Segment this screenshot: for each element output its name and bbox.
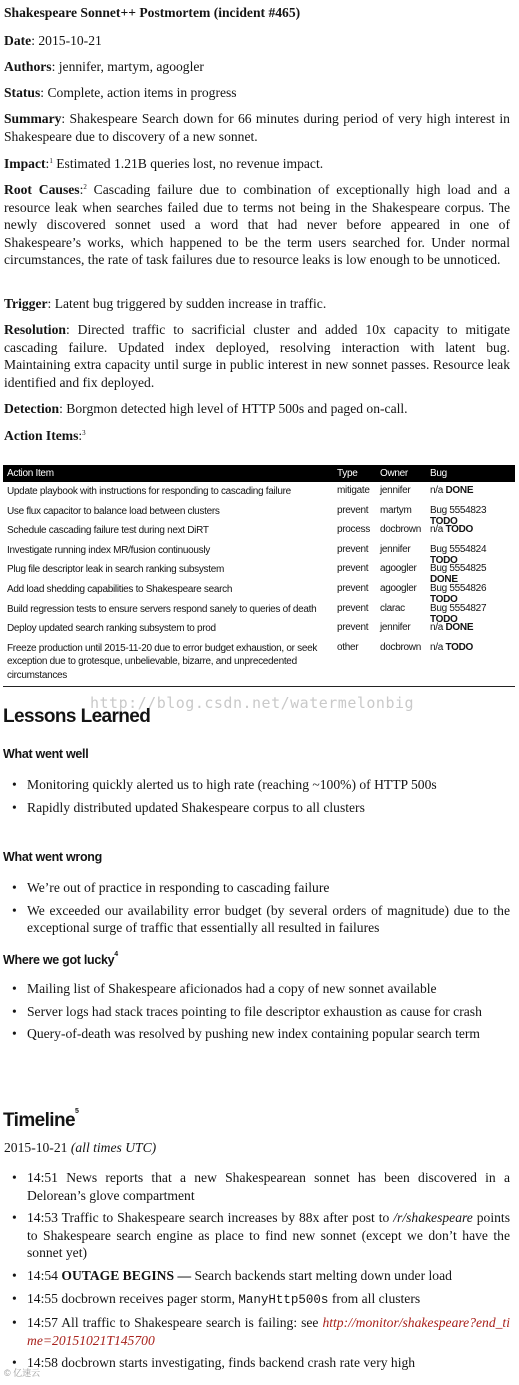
owner-cell: agoogler [380, 563, 417, 575]
footnote-marker: 4 [114, 951, 118, 958]
action-item-cell: Investigate running index MR/fusion continuously [7, 544, 210, 556]
table-row [3, 639, 515, 686]
footer-logo [4, 1366, 40, 1379]
owner-cell: agoogler [380, 582, 417, 594]
list-item: • Rapidly distributed updated Shakespeare corpus to all clusters [0, 799, 510, 817]
entry-text: points to Shakespeare search engine as place to find new sonnet (except we don’t have the sonnet yet) [27, 1210, 510, 1261]
summary-paragraph: Summary: Shakespeare Search down for 66 minutes during period of very high interest in Shakespeare due to discovery of a new sonnet. [4, 111, 510, 144]
authors-value: jennifer, martym, agoogler [58, 59, 204, 74]
entry-time: 14:53 [27, 1210, 58, 1226]
owner-cell: jennifer [380, 622, 411, 634]
blog-watermark: http://blog.csdn.net/watermelonbig [90, 694, 415, 712]
entry-time: 14:55 [27, 1290, 58, 1306]
bug-id: n/a [430, 641, 444, 653]
bug-cell [430, 485, 473, 496]
status-badge: DONE [430, 574, 458, 586]
owner-cell: docbrown [380, 524, 421, 536]
type-cell: process [337, 524, 370, 536]
action-items-table [3, 465, 515, 687]
entry-time: 14:57 [27, 1315, 58, 1331]
date-value: 2015-10-21 [38, 33, 102, 48]
bug-id: Bug 5554826 [430, 582, 487, 594]
root-causes-label: Root Causes [4, 182, 80, 197]
footnote-marker: 2 [83, 183, 87, 191]
bug-id: Bug 5554824 [430, 543, 487, 555]
authors-label: Authors [4, 59, 52, 74]
table-row [3, 502, 515, 527]
table-row [3, 560, 515, 586]
action-item-cell: Add load shedding capabilities to Shakespeare search [7, 583, 233, 595]
status-value: Complete, action items in progress [47, 85, 237, 100]
entry-text: All traffic to Shakespeare search is failing: see [61, 1315, 323, 1331]
footnote-marker: 1 [49, 157, 53, 165]
type-cell: prevent [337, 622, 369, 634]
timeline-entry [0, 1169, 510, 1204]
entry-text: News reports that a new Shakespearean sonnet has been discovered in a Delorean’s glove compartment [27, 1170, 510, 1203]
table-row [3, 619, 515, 639]
date-line: Date: 2015-10-21 [4, 33, 102, 48]
impact-label: Impact [4, 156, 46, 171]
trigger-text: Latent bug triggered by sudden increase in traffic. [54, 296, 327, 311]
column-header-action-item: Action Item [7, 468, 54, 479]
action-item-cell: Plug file descriptor leak in search ranking subsystem [7, 564, 224, 576]
table-row [3, 521, 515, 541]
action-item-cell: Deploy updated search ranking subsystem to prod [7, 623, 216, 635]
table-header [3, 465, 515, 482]
type-cell: prevent [337, 582, 369, 594]
timeline-entry [0, 1267, 510, 1285]
column-header-bug: Bug [430, 468, 447, 479]
column-header-owner: Owner [380, 468, 408, 479]
alert-name-code: ManyHttp500s [238, 1292, 329, 1307]
resolution-paragraph: Resolution: Directed traffic to sacrificial cluster and added 10x capacity to mitigate cascading failure. Updated index deployed, resolving interaction with latent bug. Maintaining extra capacity until surge in public interest in new sonnet passes. Resource leak identified and fix deployed. [4, 322, 510, 390]
bug-id: Bug 5554823 [430, 504, 487, 516]
list-item: • Monitoring quickly alerted us to high rate (reaching ~100%) of HTTP 500s [0, 776, 510, 794]
summary-text: Shakespeare Search down for 66 minutes during period of very high interest in Shakespeare due to discovery of a new sonnet. [4, 111, 510, 144]
timeline-date-value: 2015-10-21 [4, 1140, 68, 1155]
type-cell: prevent [337, 543, 369, 555]
status-label: Status [4, 85, 41, 100]
status-badge: TODO [430, 593, 458, 605]
table-row [3, 541, 515, 566]
owner-cell: martym [380, 504, 412, 516]
list-item: • Query-of-death was resolved by pushing new index containing popular search term [0, 1025, 510, 1043]
status-badge: TODO [430, 515, 458, 527]
impact-paragraph: Impact:$^1$ Estimated 1.21B queries lost, no revenue impact. [4, 156, 324, 171]
timeline-entry [0, 1209, 510, 1262]
resolution-text: Directed traffic to sacrificial cluster and added 10x capacity to mitigate cascading failure. Updated index deployed, resolving interaction with latent bug. Maintaining extra capacity until surge in public interest in new sonnet passes. Resource leak identified and fix deployed. [4, 322, 510, 390]
root-causes-text: Cascading failure due to combination of exceptionally high load and a resource leak when searches failed due to terms not being in the Shakespeare corpus. The newly discovered sonnet used a word that had never before appeared in one of Shakespeare’s works, which happened to be the term users searched for. Under normal circumstances, the rate of task failures due to resource leaks is low enough to be unnoticed. [4, 182, 510, 268]
bug-id: Bug 5554825 [430, 563, 487, 575]
entry-time: 14:51 [27, 1170, 58, 1185]
entry-time: 14:58 [27, 1355, 58, 1371]
timeline-date-note: (all times UTC) [70, 1140, 157, 1155]
bug-cell [430, 622, 473, 633]
action-item-cell: Schedule cascading failure test during next DiRT [7, 525, 209, 537]
owner-cell: jennifer [380, 485, 411, 496]
entry-text: docbrown receives pager storm, [61, 1290, 239, 1306]
type-cell: prevent [337, 602, 369, 614]
status-badge: TODO [445, 524, 474, 536]
detection-label: Detection [4, 401, 60, 416]
subreddit-reference: /r/shakespeare [393, 1210, 473, 1226]
type-cell: mitigate [337, 485, 370, 496]
timeline-date [4, 1139, 510, 1157]
trigger-label: Trigger [4, 296, 48, 311]
entry-text: docbrown starts investigating, finds backend crash rate very high [61, 1355, 416, 1371]
list-item: • Server logs had stack traces pointing to file descriptor exhaustion as cause for crash [0, 1003, 510, 1021]
got-lucky-list [0, 980, 510, 1048]
list-item: • We’re out of practice in responding to cascading failure [0, 879, 510, 897]
status-badge: DONE [445, 485, 474, 496]
summary-label: Summary [4, 111, 62, 126]
entry-text: Search backends start melting down under load [191, 1267, 452, 1283]
lessons-learned-heading: Lessons Learned [3, 706, 151, 727]
went-well-list [0, 776, 510, 821]
went-well-heading: What went well [3, 747, 89, 761]
type-cell: prevent [337, 563, 369, 575]
list-item: • We exceeded our availability error budget (by several orders of magnitude) due to the exceptional surge of traffic that essentially all resulted in failures [0, 902, 510, 937]
detection-text: Borgmon detected high level of HTTP 500s and paged on-call. [66, 401, 408, 416]
date-label: Date [4, 33, 32, 48]
outage-begins-label: OUTAGE BEGINS — [61, 1267, 192, 1283]
bug-id: Bug 5554827 [430, 602, 487, 614]
owner-cell: clarac [380, 602, 405, 614]
owner-cell: jennifer [380, 543, 411, 555]
table-row [3, 600, 515, 625]
timeline-entry [0, 1354, 510, 1372]
entry-text: from all clusters [328, 1290, 421, 1306]
action-item-cell: Build regression tests to ensure servers respond sanely to queries of death [7, 603, 317, 615]
went-wrong-list [0, 879, 510, 942]
status-badge: TODO [430, 554, 458, 566]
timeline-label: Timeline [3, 1110, 75, 1131]
entry-text: Traffic to Shakespeare search increases by 88x after post to [61, 1210, 394, 1226]
status-badge: DONE [445, 622, 474, 634]
action-item-cell: Freeze production until 2015-11-20 due to error budget exhaustion, or seek exception due to grotesque, unbelievable, bizarre, and unprecedented circumstances [7, 642, 318, 681]
type-cell: other [337, 641, 359, 653]
action-items-heading: Action Items:$^3$ [4, 428, 86, 443]
monitor-link[interactable]: http://monitor/shakespeare?end_time=20151021T145700 [27, 1315, 510, 1348]
resolution-label: Resolution [4, 322, 66, 337]
footnote-marker: 5 [74, 1108, 79, 1115]
timeline-entry [0, 1314, 510, 1349]
bug-id: n/a [430, 524, 444, 536]
timeline-entry [0, 1290, 510, 1310]
status-line: Status: Complete, action items in progress [4, 85, 237, 100]
authors-line: Authors: jennifer, martym, agoogler [4, 59, 204, 74]
action-items-label: Action Items [4, 428, 79, 443]
status-badge: TODO [430, 613, 458, 625]
bug-cell [430, 642, 473, 653]
root-causes-paragraph: Root Causes:$^2$ Cascading failure due to combination of exceptionally high load and a resource leak when searches failed due to terms not being in the Shakespeare corpus. The newly discovered sonnet used a word that had never before appeared in one of Shakespeare’s works, which happened to be the term users searched for. Under normal circumstances, the rate of task failures due to resource leaks is low enough to be unnoticed. [4, 182, 510, 268]
got-lucky-label: Where we got lucky [3, 953, 115, 967]
timeline-heading [3, 1110, 78, 1132]
bug-id: n/a [430, 622, 444, 634]
trigger-paragraph: Trigger: Latent bug triggered by sudden increase in traffic. [4, 296, 327, 311]
action-item-cell: Use flux capacitor to balance load between clusters [7, 505, 220, 517]
logo-text: 亿速云 [13, 1368, 41, 1378]
got-lucky-heading [3, 953, 118, 967]
impact-text: Estimated 1.21B queries lost, no revenue impact. [56, 156, 324, 171]
bug-cell [430, 524, 473, 535]
detection-paragraph: Detection: Borgmon detected high level of HTTP 500s and paged on-call. [4, 401, 408, 416]
action-item-cell: Update playbook with instructions for responding to cascading failure [7, 486, 291, 497]
status-badge: TODO [445, 641, 474, 653]
owner-cell: docbrown [380, 641, 421, 653]
went-wrong-heading: What went wrong [3, 850, 102, 864]
table-row [3, 580, 515, 605]
timeline-list [0, 1169, 510, 1377]
logo-icon: © [4, 1368, 11, 1378]
table-row [3, 482, 515, 502]
footnote-marker: 3 [82, 429, 86, 437]
type-cell: prevent [337, 504, 369, 516]
column-header-type: Type [337, 468, 358, 479]
bug-id: n/a [430, 485, 444, 496]
document-title: Shakespeare Sonnet++ Postmortem (incident #465) [4, 5, 301, 20]
entry-time: 14:54 [27, 1267, 58, 1283]
list-item: • Mailing list of Shakespeare aficionados had a copy of new sonnet available [0, 980, 510, 998]
